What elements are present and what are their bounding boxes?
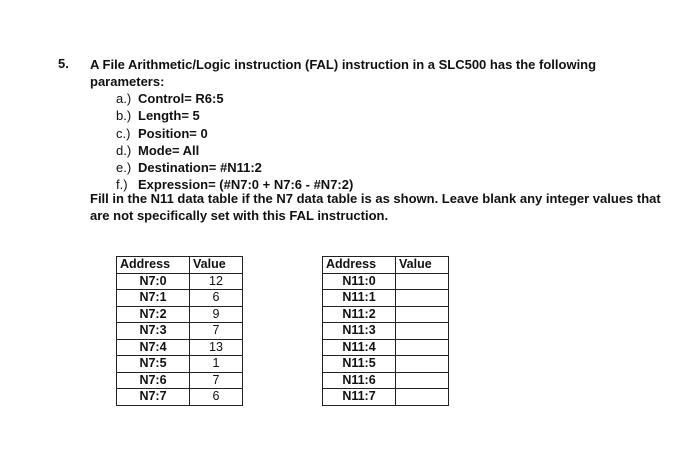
n11-data-table [322, 256, 449, 406]
table-row [117, 372, 243, 389]
instruction-text: Fill in the N11 data table if the N7 data table is as shown. Leave blank any integer values that are not specifically set with this FAL instruction. [90, 191, 661, 223]
address-cell: N11:4 [323, 339, 396, 356]
parameter-text: Length= 5 [138, 108, 200, 124]
table-header-row [117, 257, 243, 274]
parameter-marker: b.) [116, 108, 132, 124]
table-row [117, 306, 243, 323]
address-cell: N11:0 [323, 273, 396, 290]
parameter-list [116, 90, 353, 194]
value-cell[interactable] [396, 389, 449, 406]
parameter-marker: c.) [116, 125, 131, 141]
parameter-marker: d.) [116, 142, 132, 158]
value-cell[interactable] [396, 339, 449, 356]
value-cell[interactable] [396, 356, 449, 373]
table-row [323, 323, 449, 340]
parameter-item [116, 107, 353, 124]
parameter-text: Expression= (#N7:0 + N7:6 - #N7:2) [138, 177, 354, 193]
address-cell: N7:3 [117, 323, 190, 340]
parameter-text: Destination= #N11:2 [138, 160, 262, 176]
value-cell: 6 [190, 290, 243, 307]
address-cell: N7:0 [117, 273, 190, 290]
parameter-marker: a.) [116, 91, 132, 106]
value-header: Value [190, 257, 243, 274]
parameter-marker: f.) [116, 177, 128, 193]
question-number: 5. [58, 56, 69, 71]
address-header: Address [323, 257, 396, 274]
address-cell: N11:7 [323, 389, 396, 406]
table-row [323, 290, 449, 307]
address-cell: N11:2 [323, 306, 396, 323]
value-cell: 9 [190, 306, 243, 323]
table-row [323, 273, 449, 290]
parameter-item [116, 142, 353, 159]
value-cell[interactable] [396, 290, 449, 307]
value-cell: 7 [190, 372, 243, 389]
address-cell: N7:2 [117, 306, 190, 323]
value-cell: 1 [190, 356, 243, 373]
value-cell: 12 [190, 273, 243, 290]
table-header-row [323, 257, 449, 274]
address-cell: N7:7 [117, 389, 190, 406]
parameter-item [116, 159, 353, 176]
table-row [117, 356, 243, 373]
table-row [117, 339, 243, 356]
address-cell: N11:6 [323, 372, 396, 389]
table-row [323, 339, 449, 356]
value-cell: 6 [190, 389, 243, 406]
table-row [323, 356, 449, 373]
table-row [323, 389, 449, 406]
value-cell[interactable] [396, 306, 449, 323]
address-cell: N7:6 [117, 372, 190, 389]
parameter-text: Control= R6:5 [138, 91, 224, 106]
table-row [323, 306, 449, 323]
address-cell: N11:1 [323, 290, 396, 307]
table-row [117, 323, 243, 340]
value-cell[interactable] [396, 273, 449, 290]
parameter-item [116, 90, 353, 107]
address-cell: N11:5 [323, 356, 396, 373]
value-cell: 13 [190, 339, 243, 356]
address-cell: N7:1 [117, 290, 190, 307]
parameter-item [116, 125, 353, 142]
address-cell: N7:4 [117, 339, 190, 356]
address-cell: N7:5 [117, 356, 190, 373]
value-cell[interactable] [396, 323, 449, 340]
address-header: Address [117, 257, 190, 274]
n7-data-table [116, 256, 243, 406]
parameter-marker: e.) [116, 160, 132, 176]
table-row [117, 290, 243, 307]
question-stem: A File Arithmetic/Logic instruction (FAL) instruction in a SLC500 has the following parameters: [90, 57, 597, 89]
table-row [117, 389, 243, 406]
value-cell[interactable] [396, 372, 449, 389]
value-header: Value [396, 257, 449, 274]
parameter-text: Mode= All [138, 142, 200, 158]
parameter-text: Position= 0 [138, 125, 208, 141]
table-row [323, 372, 449, 389]
table-row [117, 273, 243, 290]
address-cell: N11:3 [323, 323, 396, 340]
value-cell: 7 [190, 323, 243, 340]
